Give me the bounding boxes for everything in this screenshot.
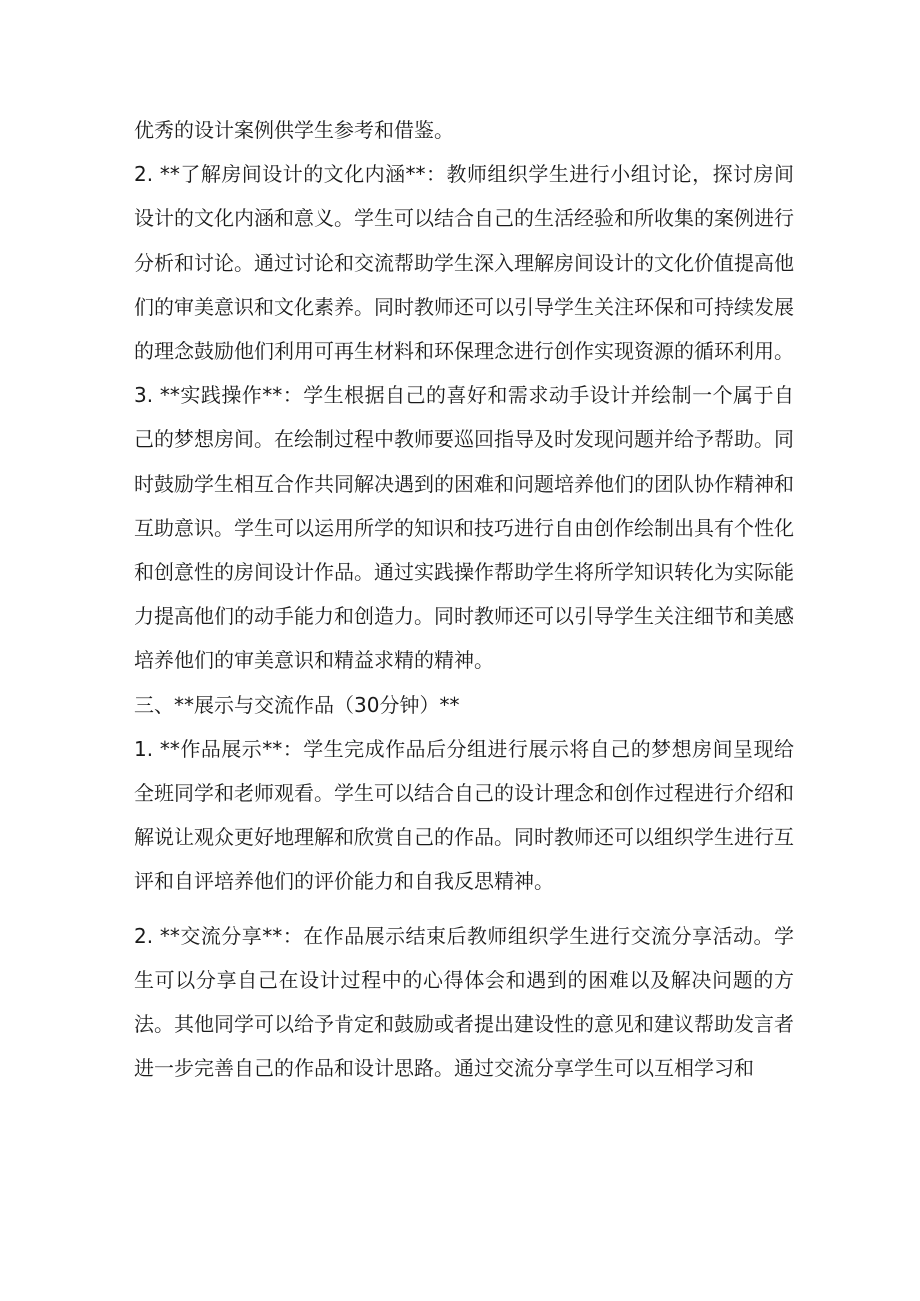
paragraph-continuation: 优秀的设计案例供学生参考和借鉴。 xyxy=(134,118,454,142)
paragraph-work-display: 1. **作品展示**：学生完成作品后分组进行展示将自己的梦想房间呈现给全班同学和老师观看。学生可以结合自己的设计理念和创作过程进行介绍和解说让观众更好地理解和欣赏自己的作品。同时教师还可以组织学生进行互评和自评培养他们的评价能力和自我反思精神。 xyxy=(134,736,794,894)
paragraph-exchange-sharing: 2. **交流分享**：在作品展示结束后教师组织学生进行交流分享活动。学生可以分享自己在设计过程中的心得体会和遇到的困难以及解决问题的方法。其他同学可以给予肯定和鼓励或者提出建设性的意见和建议帮助发言者进一步完善自己的作品和设计思路。通过交流分享学生可以互相学习和 xyxy=(134,923,794,1081)
document-body xyxy=(134,108,794,1090)
paragraph-practice: 3. **实践操作**：学生根据自己的喜好和需求动手设计并绘制一个属于自己的梦想房间。在绘制过程中教师要巡回指导及时发现问题并给予帮助。同时鼓励学生相互合作共同解决遇到的困难和问题培养他们的团队协作精神和互助意识。学生可以运用所学的知识和技巧进行自由创作绘制出具有个性化和创意性的房间设计作品。通过实践操作帮助学生将所学知识转化为实际能力提高他们的动手能力和创造力。同时教师还可以引导学生关注细节和美感培养他们的审美意识和精益求精的精神。 xyxy=(134,383,794,673)
paragraph-cultural-meaning: 2. **了解房间设计的文化内涵**：教师组织学生进行小组讨论，探讨房间设计的文化内涵和意义。学生可以结合自己的生活经验和所收集的案例进行分析和讨论。通过讨论和交流帮助学生深入理解房间设计的文化价值提高他们的审美意识和文化素养。同时教师还可以引导学生关注环保和可持续发展的理念鼓励他们利用可再生材料和环保理念进行创作实现资源的循环利用。 xyxy=(134,162,794,364)
section-heading-showcase: 三、**展示与交流作品（30分钟）** xyxy=(134,692,460,717)
